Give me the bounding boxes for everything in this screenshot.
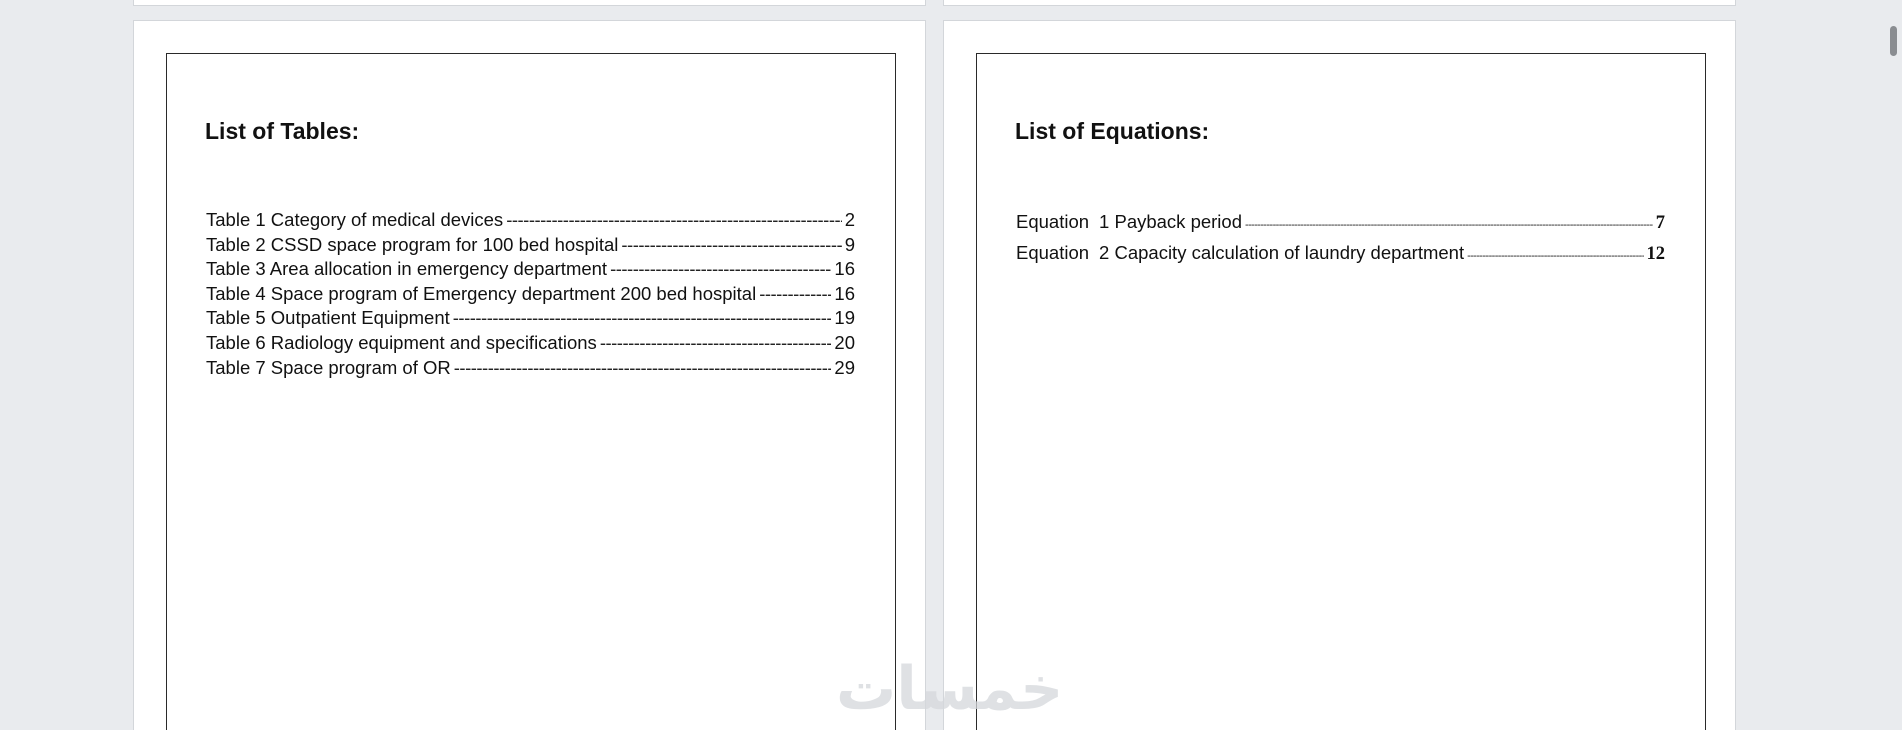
dot-leader — [453, 306, 832, 331]
toc-entry-label: Table 4 Space program of Emergency department 200 bed hospital — [206, 282, 757, 304]
dot-leader — [506, 208, 842, 233]
toc-entry-page: 7 — [1655, 213, 1665, 233]
toc-entry-label — [1016, 239, 1464, 267]
toc-entry-label: Table 7 Space program of OR — [206, 356, 451, 378]
toc-entry-page: 9 — [844, 233, 855, 255]
previous-page-left — [133, 0, 926, 6]
equation-caption: 2 Capacity calculation of laundry department — [1099, 242, 1465, 263]
toc-entry-page: 29 — [834, 356, 855, 378]
previous-page-right — [943, 0, 1736, 6]
toc-entry-page: 16 — [834, 258, 855, 280]
toc-entry-page: 2 — [844, 209, 855, 230]
toc-entry-table-7[interactable] — [206, 356, 855, 381]
toc-entry-label: Table 2 CSSD space program for 100 bed hospital — [206, 233, 619, 255]
toc-entry-table-4[interactable] — [206, 282, 855, 307]
list-of-tables-heading: List of Tables: — [205, 118, 360, 144]
toc-entry-equation-1[interactable] — [1016, 208, 1665, 239]
toc-entry-table-2[interactable] — [206, 233, 855, 258]
toc-entry-page: 20 — [834, 331, 855, 353]
equation-prefix: Equation — [1016, 211, 1090, 232]
list-of-equations-heading: List of Equations: — [1015, 118, 1210, 144]
scrollbar-thumb[interactable] — [1890, 26, 1897, 56]
toc-entry-page: 19 — [834, 307, 855, 329]
page-border — [976, 53, 1706, 730]
dot-leader — [600, 331, 832, 356]
toc-entry-label — [1016, 208, 1242, 236]
toc-entry-table-5[interactable] — [206, 306, 855, 331]
dot-leader — [759, 282, 831, 307]
page-border — [166, 53, 896, 730]
toc-entry-label: Table 3 Area allocation in emergency department — [206, 258, 608, 280]
toc-entry-table-1[interactable] — [206, 208, 855, 233]
toc-entry-label: Table 5 Outpatient Equipment — [206, 307, 450, 329]
toc-entry-page: 16 — [834, 282, 855, 304]
toc-entry-label: Table 1 Category of medical devices — [206, 209, 504, 230]
toc-entry-label: Table 6 Radiology equipment and specifications — [206, 331, 597, 353]
dot-leader — [610, 257, 831, 282]
toc-entry-equation-2[interactable] — [1016, 239, 1665, 270]
toc-entry-table-3[interactable] — [206, 257, 855, 282]
toc-entry-table-6[interactable] — [206, 331, 855, 356]
dot-leader — [1245, 211, 1653, 239]
equation-prefix: Equation — [1016, 242, 1090, 263]
page-list-of-equations — [943, 20, 1736, 730]
dot-leader — [621, 233, 841, 258]
dot-leader — [1467, 242, 1643, 270]
list-of-equations — [1016, 208, 1665, 270]
toc-entry-page: 12 — [1646, 244, 1665, 264]
list-of-tables — [206, 208, 855, 380]
dot-leader — [454, 356, 832, 381]
page-list-of-tables — [133, 20, 926, 730]
watermark-logo: خمسات — [836, 654, 1064, 724]
equation-caption: 1 Payback period — [1099, 211, 1242, 232]
